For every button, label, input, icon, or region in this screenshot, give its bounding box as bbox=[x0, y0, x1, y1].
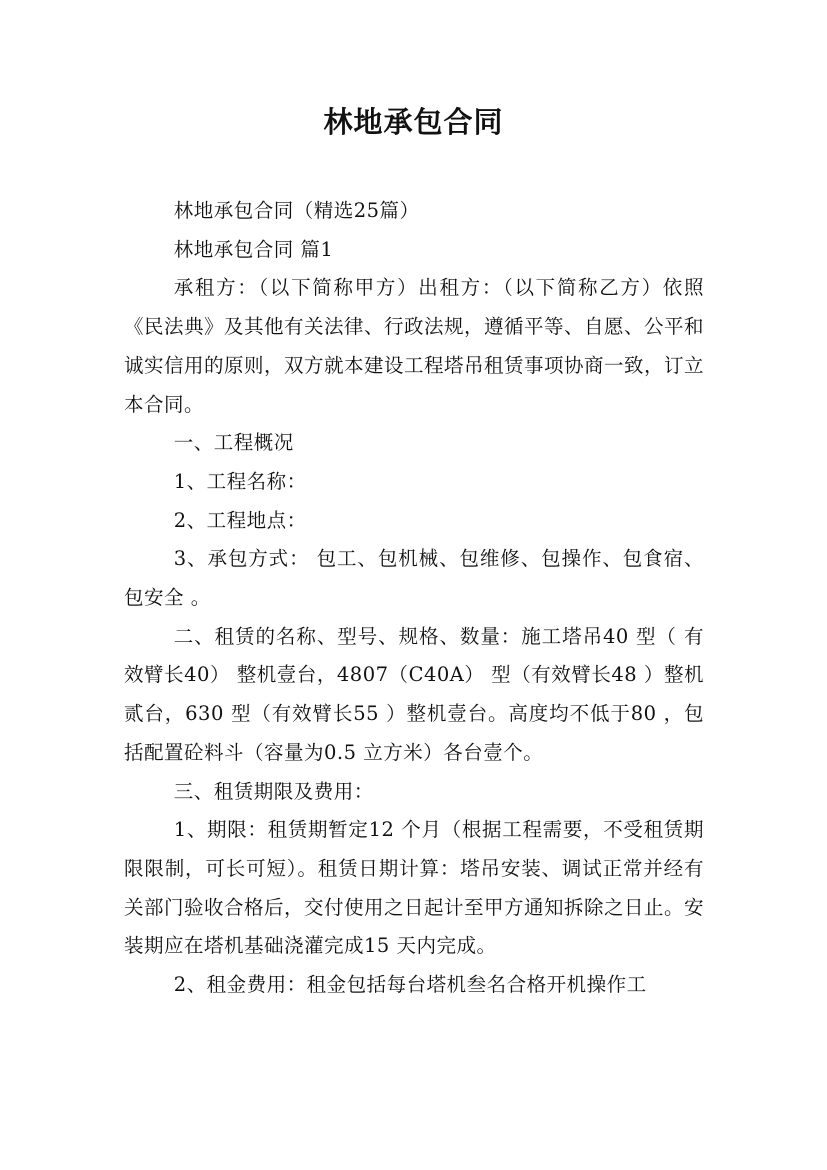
paragraph-term: 1、期限：租赁期暂定12 个月（根据工程需要，不受租赁期限限制，可长可短）。租赁日期计算：塔吊安装、调试正常并经有关部门验收合格后，交付使用之日起计至甲方通知拆除之日止。安装期应在塔机基础浇灌完成15 天内完成。 bbox=[124, 818, 705, 958]
paragraph-section-heading: 林地承包合同 篇1 bbox=[173, 237, 334, 261]
paragraph-project-location: 2、工程地点： bbox=[173, 508, 307, 532]
paragraph-rental-fee: 2、租金费用：租金包括每台塔机叁名合格开机操作工 bbox=[173, 973, 647, 997]
document-body bbox=[124, 192, 704, 1005]
paragraph-project-name: 1、工程名称： bbox=[173, 469, 307, 493]
paragraph-heading-project-overview: 一、工程概况 bbox=[173, 431, 294, 455]
document-title: 林地承包合同 bbox=[323, 105, 504, 139]
paragraph-heading-term-and-fees: 三、租赁期限及费用： bbox=[173, 779, 374, 803]
paragraph-subtitle: 林地承包合同（精选25篇） bbox=[173, 199, 420, 222]
paragraph-contract-method: 3、承包方式： 包工、包机械、包维修、包操作、包食宿、包安全 。 bbox=[124, 547, 704, 610]
paragraph-rental-items: 二、租赁的名称、型号、规格、数量：施工塔吊40 型（ 有效臂长40） 整机壹台，4807（C40A） 型（有效臂长48 ）整机贰台，630 型（有效臂长55 ）整机壹台。高度均不低于80 ，包括配置砼料斗（容量为0.5 立方米）各台壹个。 bbox=[124, 624, 704, 764]
paragraph-parties: 承租方：（以下简称甲方）出租方：（以下简称乙方）依照《民法典》及其他有关法律、行政法规，遵循平等、自愿、公平和诚实信用的原则，双方就本建设工程塔吊租赁事项协商一致，订立本合同。 bbox=[124, 276, 705, 416]
